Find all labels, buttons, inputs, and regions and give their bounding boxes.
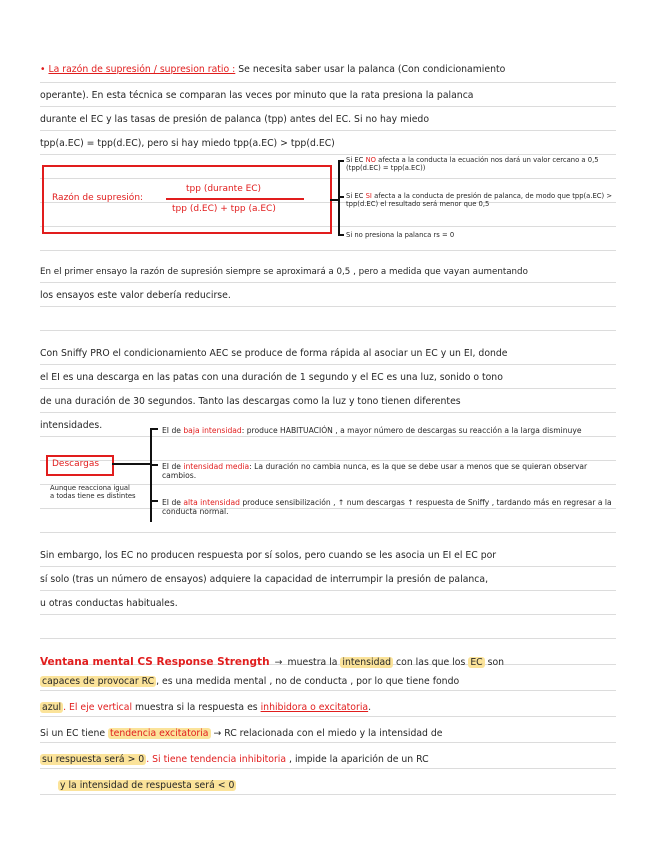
notebook-rule bbox=[40, 130, 616, 131]
section-title: Ventana mental CS Response Strength bbox=[40, 656, 270, 668]
notebook-rule bbox=[40, 388, 616, 389]
p5-line-4: Si un EC tiene tendencia excitatoria → RC relacionada con el miedo y la intensidad de bbox=[40, 728, 443, 739]
formula-numerator: tpp (durante EC) bbox=[186, 184, 262, 194]
notebook-rule bbox=[40, 742, 616, 743]
formula-connector bbox=[330, 199, 338, 201]
notebook-rule bbox=[40, 690, 616, 691]
highlight: EC bbox=[470, 657, 483, 668]
notebook-rule bbox=[40, 282, 616, 283]
bracket-tick bbox=[150, 464, 158, 466]
notebook-rule bbox=[40, 106, 616, 107]
descargas-item-low: EI de baja intensidad: produce HABITUACIÓN , a mayor número de descargas su reacción a la larga disminuye bbox=[162, 426, 582, 435]
highlight: tendencia excitatoria bbox=[110, 728, 209, 739]
highlight: azul bbox=[42, 702, 62, 713]
p5-line-6 bbox=[58, 780, 236, 792]
notebook-rule bbox=[40, 716, 616, 717]
formula-note: Si no presiona la palanca rs = 0 bbox=[346, 231, 455, 239]
descargas-connector bbox=[112, 463, 152, 465]
p3-line-2: el EI es una descarga en las patas con una duración de 1 segundo y el EC es una luz, sonido o tono bbox=[40, 372, 503, 383]
highlight: capaces de provocar RC bbox=[42, 676, 155, 687]
fraction-bar bbox=[166, 198, 304, 200]
descargas-item-high: EI de alta intensidad produce sensibilización , ↑ num descargas ↑ respuesta de Sniffy , tardando más en regresar a la conducta normal. bbox=[162, 498, 612, 516]
notebook-rule bbox=[40, 436, 616, 437]
notebook-rule bbox=[40, 638, 616, 639]
p1-line-3: durante el EC y las tasas de presión de palanca (tpp) antes del EC. Si no hay miedo bbox=[40, 114, 430, 125]
suppression-ratio-heading: La razón de supresión / supresion ratio : bbox=[48, 64, 236, 75]
p4-line-2: sí solo (tras un número de ensayos) adquiere la capacidad de interrumpir la presión de palanca, bbox=[40, 574, 489, 585]
p4-line-3: u otras conductas habituales. bbox=[40, 598, 178, 609]
bracket-tick bbox=[338, 160, 344, 162]
p1-line-1 bbox=[40, 64, 505, 76]
bracket-tick bbox=[150, 428, 158, 430]
notebook-rule bbox=[40, 794, 616, 795]
formula-note: Si EC NO afecta a la conducta la ecuación nos dará un valor cercano a 0,5 (tpp(d.EC) = tpp(a.EC)) bbox=[346, 156, 599, 172]
formula-note: Si EC SI afecta a la conducta de presión de palanca, de modo que tpp(a.EC) > tpp(d.EC) el resultado será menor que 0,5 bbox=[346, 192, 613, 208]
notebook-rule bbox=[40, 590, 616, 591]
p2-line-1: En el primer ensayo la razón de supresión siempre se aproximará a 0,5 , pero a medida que vayan aumentando bbox=[40, 267, 528, 277]
notebook-rule bbox=[40, 154, 616, 155]
descargas-item-medium: EI de intensidad media: La duración no cambia nunca, es la que se debe usar a menos que se quieran observar cambios. bbox=[162, 462, 588, 480]
p4-line-1: Sin embargo, los EC no producen respuesta por sí solos, pero cuando se les asocia un EI el EC por bbox=[40, 550, 497, 561]
notebook-rule bbox=[40, 412, 616, 413]
notebook-rule bbox=[40, 306, 616, 307]
p3-line-1: Con Sniffy PRO el condicionamiento AEC se produce de forma rápida al asociar un EC y un EI, donde bbox=[40, 348, 508, 359]
p5-line-3: azul . El eje vertical muestra si la respuesta es inhibidora o excitatoria. bbox=[42, 702, 372, 713]
p5-line-5: su respuesta será > 0 . Si tiene tendencia inhibitoria , impide la aparición de un RC bbox=[42, 754, 429, 765]
highlight: y la intensidad de respuesta será < 0 bbox=[60, 780, 235, 791]
p2-line-2: los ensayos este valor debería reducirse. bbox=[40, 290, 231, 301]
notebook-rule bbox=[40, 330, 616, 331]
notebook-rule bbox=[40, 250, 616, 251]
p3-line-4: intensidades. bbox=[40, 420, 103, 431]
p5-line-2: capaces de provocar RC , es una medida mental , no de conducta , por lo que tiene fondo bbox=[42, 676, 460, 687]
notebook-rule bbox=[40, 82, 616, 83]
descargas-label: Descargas bbox=[52, 459, 100, 469]
p1-line-2: operante). En esta técnica se comparan las veces por minuto que la rata presiona la palanca bbox=[40, 90, 474, 101]
p1-line-1-text: Se necesita saber usar la palanca (Con condicionamiento bbox=[238, 64, 506, 75]
descargas-bracket bbox=[150, 428, 152, 522]
highlight: su respuesta será > 0 bbox=[42, 754, 145, 765]
notebook-rule bbox=[40, 768, 616, 769]
formula-bracket bbox=[338, 160, 340, 236]
p3-line-3: de una duración de 30 segundos. Tanto las descargas como la luz y tono tienen diferentes bbox=[40, 396, 461, 407]
notebook-rule bbox=[40, 614, 616, 615]
descargas-side-note: Aunque reacciona igual a todas tiene es distintes bbox=[50, 484, 136, 500]
section-title-line: Ventana mental CS Response Strength → muestra la intensidad con las que los EC son bbox=[40, 656, 505, 668]
bracket-tick bbox=[150, 500, 158, 502]
highlight: intensidad bbox=[342, 657, 392, 668]
formula-label: Razón de supresión: bbox=[52, 193, 144, 203]
bracket-tick bbox=[338, 234, 344, 236]
bullet: • bbox=[40, 64, 46, 75]
notebook-rule bbox=[40, 364, 616, 365]
p1-line-4: tpp(a.EC) = tpp(d.EC), pero si hay miedo tpp(a.EC) > tpp(d.EC) bbox=[40, 138, 335, 149]
arrow: → bbox=[274, 657, 283, 668]
formula-denominator: tpp (d.EC) + tpp (a.EC) bbox=[172, 204, 276, 214]
bracket-tick bbox=[338, 196, 344, 198]
notebook-rule bbox=[40, 532, 616, 533]
notebook-rule bbox=[40, 566, 616, 567]
notebook-rule bbox=[40, 460, 616, 461]
